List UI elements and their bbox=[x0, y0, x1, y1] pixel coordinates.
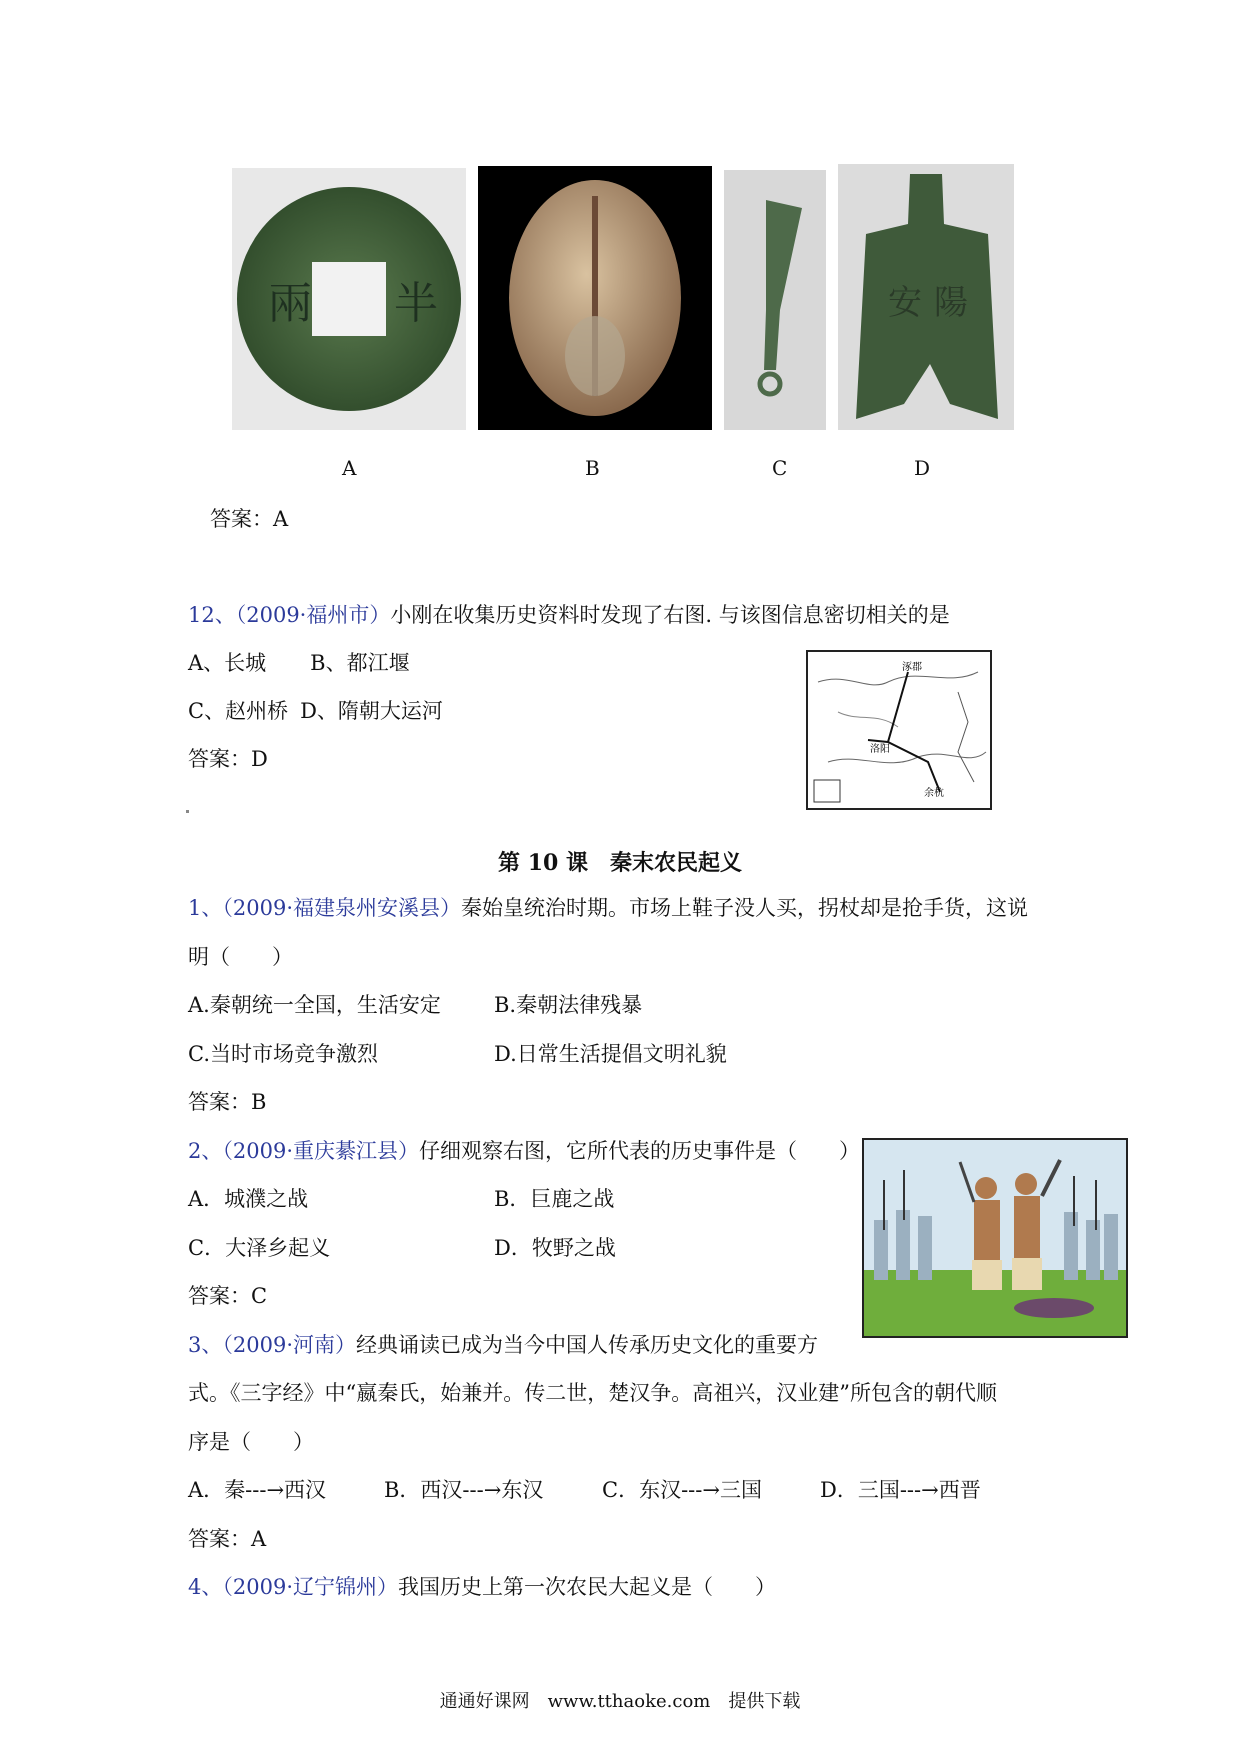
question-text: 我国历史上第一次农民大起义是（ ） bbox=[398, 1575, 776, 1599]
q1-options-row1 bbox=[188, 990, 642, 1020]
option-a: A．城濮之战 bbox=[188, 1187, 309, 1211]
image-a-banliang-coin bbox=[232, 168, 466, 430]
question-source: （2009·辽宁锦州） bbox=[222, 1575, 398, 1599]
page-footer: 通通好课网 www.tthaoke.com 提供下载 bbox=[439, 1691, 801, 1712]
question-number: 1、 bbox=[188, 896, 223, 920]
question-1-cont: 明（ ） bbox=[188, 945, 293, 969]
uprising-illustration bbox=[862, 1138, 1128, 1338]
map-label-yuhang: 余杭 bbox=[924, 788, 944, 799]
option-b: B.秦朝法律残暴 bbox=[494, 993, 643, 1017]
image-c-knife-money bbox=[724, 170, 826, 430]
question-source: （2009·福州市） bbox=[235, 603, 391, 627]
q1-options-row2 bbox=[188, 1039, 727, 1069]
option-a: A、长城 bbox=[188, 651, 267, 675]
question-1 bbox=[188, 893, 1028, 923]
caption-a: A bbox=[342, 456, 357, 480]
answer-11: 答案：A bbox=[210, 507, 289, 531]
caption-c: C bbox=[772, 456, 788, 480]
q12-options-row1 bbox=[188, 648, 410, 678]
option-d: D、隋朝大运河 bbox=[300, 699, 443, 723]
question-text: 经典诵读已成为当今中国人传承历史文化的重要方 bbox=[356, 1333, 818, 1357]
question-number: 12、 bbox=[188, 603, 236, 627]
image-b-shell-money bbox=[478, 166, 712, 430]
question-3-cont: 式。《三字经》中“嬴秦氏，始兼并。传二世，楚汉争。高祖兴，汉业建”所包含的朝代顺 bbox=[188, 1381, 997, 1405]
option-a: A.秦朝统一全国，生活安定 bbox=[188, 993, 441, 1017]
option-c: C．东汉---→三国 bbox=[602, 1478, 762, 1502]
question-4 bbox=[188, 1572, 776, 1602]
option-d: D.日常生活提倡文明礼貌 bbox=[494, 1042, 727, 1066]
svg-text:半: 半 bbox=[394, 278, 438, 329]
map-label-luoyang: 洛阳 bbox=[870, 744, 890, 755]
option-b: B、都江堰 bbox=[310, 651, 410, 675]
option-a: A．秦---→西汉 bbox=[188, 1478, 327, 1502]
question-text: 小刚在收集历史资料时发现了右图. 与该图信息密切相关的是 bbox=[390, 603, 950, 627]
question-text: 仔细观察右图，它所代表的历史事件是（ ） bbox=[419, 1139, 860, 1163]
caption-b: B bbox=[585, 456, 600, 480]
question-3-cont2: 序是（ ） bbox=[188, 1430, 314, 1454]
question-number: 3、 bbox=[188, 1333, 223, 1357]
answer-12: 答案：D bbox=[188, 747, 268, 771]
answer-q1: 答案：B bbox=[188, 1090, 267, 1114]
dot-mark bbox=[186, 810, 189, 813]
option-d: D．牧野之战 bbox=[494, 1236, 616, 1260]
option-c: C．大泽乡起义 bbox=[188, 1236, 331, 1260]
option-b: B．西汉---→东汉 bbox=[384, 1478, 544, 1502]
option-d: D．三国---→西晋 bbox=[820, 1478, 981, 1502]
map-label-zhuojun: 涿郡 bbox=[902, 662, 922, 673]
svg-text:安: 安 bbox=[888, 283, 922, 323]
q2-options-row1 bbox=[188, 1184, 614, 1214]
lesson-title: 第 10 课 秦末农民起义 bbox=[498, 850, 742, 876]
answer-q3: 答案：A bbox=[188, 1527, 267, 1551]
svg-text:陽: 陽 bbox=[934, 283, 968, 323]
question-source: （2009·河南） bbox=[222, 1333, 356, 1357]
option-b: B．巨鹿之战 bbox=[494, 1187, 615, 1211]
option-c: C、赵州桥 bbox=[188, 699, 289, 723]
question-number: 2、 bbox=[188, 1139, 223, 1163]
q3-options bbox=[188, 1475, 981, 1505]
q12-options-row2 bbox=[188, 696, 443, 726]
answer-q2: 答案：C bbox=[188, 1284, 268, 1308]
caption-d: D bbox=[914, 456, 931, 480]
question-text: 秦始皇统治时期。市场上鞋子没人买，拐杖却是抢手货，这说 bbox=[461, 896, 1028, 920]
grand-canal-map bbox=[806, 650, 992, 810]
question-12 bbox=[188, 600, 950, 630]
question-2 bbox=[188, 1136, 860, 1166]
question-source: （2009·重庆綦江县） bbox=[222, 1139, 419, 1163]
svg-text:兩: 兩 bbox=[268, 278, 312, 329]
option-c: C.当时市场竞争激烈 bbox=[188, 1042, 378, 1066]
q2-options-row2 bbox=[188, 1233, 616, 1263]
image-d-spade-money bbox=[838, 164, 1014, 430]
question-3 bbox=[188, 1330, 818, 1360]
question-source: （2009·福建泉州安溪县） bbox=[222, 896, 461, 920]
question-number: 4、 bbox=[188, 1575, 223, 1599]
